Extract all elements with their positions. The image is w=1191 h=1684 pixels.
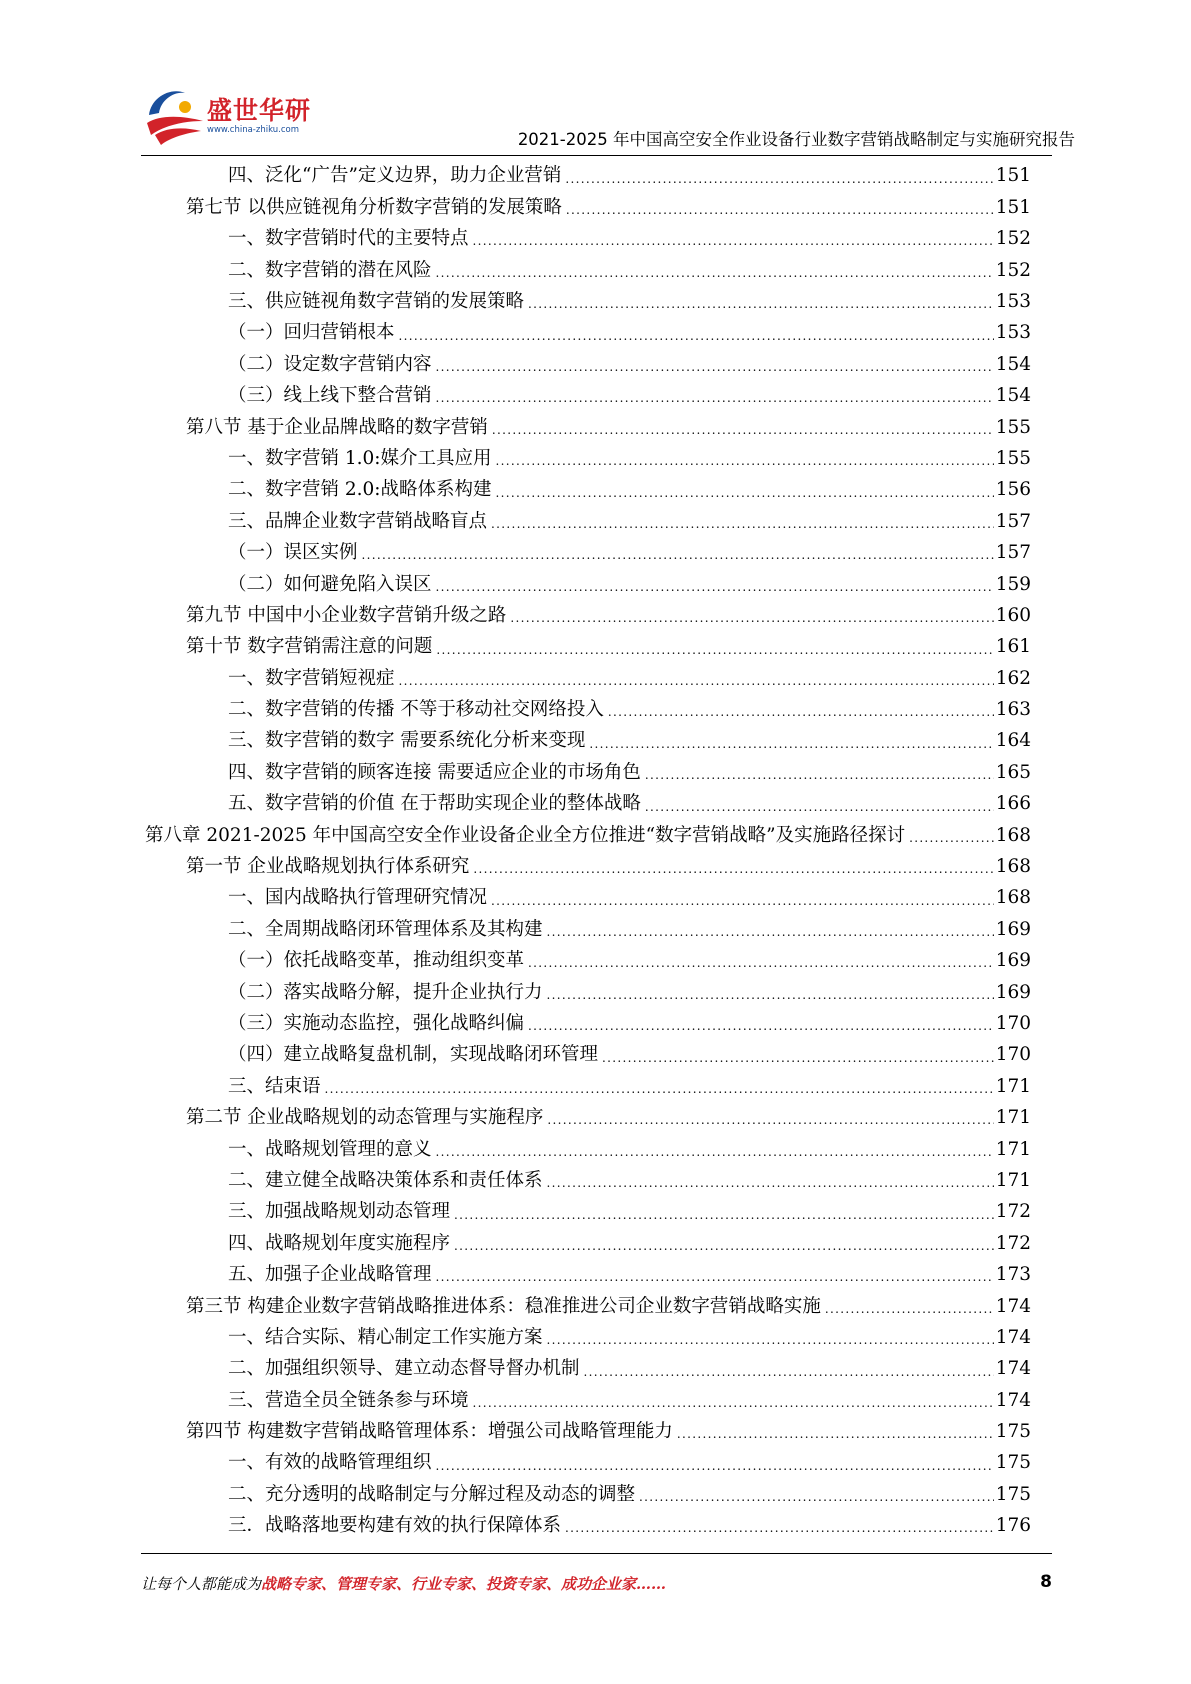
toc-dot-leader: [547, 1114, 993, 1126]
toc-dot-leader: [436, 361, 994, 373]
toc-dot-leader: [325, 1083, 994, 1095]
toc-dot-leader: [436, 644, 993, 656]
toc-entry-title: 四、战略规划年度实施程序: [228, 1232, 451, 1254]
company-logo: [141, 85, 311, 151]
toc-entry-title: 二、全周期战略闭环管理体系及其构建: [228, 918, 543, 940]
toc-dot-leader: [473, 1397, 994, 1409]
toc-entry-page: 153: [995, 291, 1031, 312]
toc-dot-leader: [565, 1522, 994, 1534]
footer-prefix: 让每个人都能成为: [141, 1575, 262, 1593]
report-title: 2021-2025 年中国高空安全作业设备行业数字营销战略制定与实施研究报告: [517, 130, 1075, 149]
toc-entry-page: 174: [995, 1295, 1031, 1317]
toc-dot-leader: [492, 424, 994, 436]
toc-entry-page: 169: [995, 950, 1031, 972]
toc-entry-page: 155: [995, 416, 1031, 438]
toc-dot-leader: [645, 769, 994, 781]
toc-dot-leader: [602, 1052, 994, 1064]
toc-dot-leader: [496, 455, 994, 467]
toc-entry-page: 163: [995, 699, 1031, 721]
toc-entry[interactable]: [0, 1260, 1191, 1291]
toc-dot-leader: [436, 1146, 994, 1158]
toc-entry-page: 175: [995, 1483, 1031, 1505]
toc-entry[interactable]: [0, 1448, 1191, 1479]
toc-entry-page: 172: [995, 1201, 1031, 1223]
toc-entry-title: 二、数字营销的潜在风险: [228, 259, 432, 281]
toc-entry-page: 171: [995, 1075, 1031, 1097]
toc-dot-leader: [528, 1020, 994, 1032]
toc-entry-page: 154: [995, 353, 1031, 375]
toc-dot-leader: [547, 926, 994, 938]
toc-entry[interactable]: [0, 1040, 1191, 1071]
toc-entry-page: 170: [995, 1044, 1031, 1066]
toc-entry-page: 154: [995, 385, 1031, 407]
toc-dot-leader: [399, 330, 994, 342]
toc-entry-title: 四、数字营销的顾客连接 需要适应企业的市场角色: [228, 761, 641, 783]
toc-entry-title: 一、战略规划管理的意义: [228, 1138, 432, 1160]
toc-entry[interactable]: [0, 381, 1191, 412]
toc-entry[interactable]: [0, 287, 1191, 318]
toc-entry[interactable]: [0, 1291, 1191, 1322]
toc-dot-leader: [436, 392, 994, 404]
toc-dot-leader: [608, 706, 994, 718]
toc-entry-page: 174: [995, 1326, 1031, 1348]
toc-dot-leader: [645, 801, 994, 813]
toc-entry[interactable]: [0, 506, 1191, 537]
toc-entry-title: 第二节 企业战略规划的动态管理与实施程序: [186, 1107, 544, 1129]
toc-entry[interactable]: [0, 349, 1191, 380]
toc-entry-page: 151: [995, 165, 1031, 187]
toc-entry[interactable]: [0, 224, 1191, 255]
toc-dot-leader: [454, 1240, 994, 1252]
toc-dot-leader: [565, 173, 993, 185]
toc-entry-title: 第八章 2021-2025 年中国高空安全作业设备企业全方位推进“数字营销战略”及实施路径探讨: [145, 824, 906, 846]
toc-entry-title: 五、数字营销的价值 在于帮助实现企业的整体战略: [228, 793, 641, 815]
toc-entry-page: 166: [995, 793, 1031, 815]
toc-entry-page: 160: [995, 604, 1031, 626]
toc-entry-page: 151: [995, 196, 1031, 218]
header-divider: [141, 155, 1052, 156]
toc-dot-leader: [584, 1366, 994, 1378]
toc-entry-title: 五、加强子企业战略管理: [228, 1264, 432, 1286]
toc-entry[interactable]: [0, 192, 1191, 223]
toc-dot-leader: [589, 738, 993, 750]
toc-entry-page: 152: [995, 259, 1031, 281]
toc-entry-page: 156: [995, 479, 1031, 501]
toc-entry-title: 第三节 构建企业数字营销战略推进体系：稳准推进公司企业数字营销战略实施: [186, 1295, 821, 1317]
toc-entry-page: 168: [995, 856, 1031, 878]
toc-entry[interactable]: [0, 820, 1191, 851]
toc-entry-title: （三）线上线下整合营销: [228, 385, 432, 407]
footer-highlight: 战略专家、管理专家、行业专家、投资专家、成功企业家……: [261, 1575, 667, 1593]
toc-entry-title: 第九节 中国中小企业数字营销升级之路: [186, 604, 507, 626]
toc-entry[interactable]: [0, 1228, 1191, 1259]
toc-entry-page: 168: [995, 824, 1031, 846]
toc-entry-page: 162: [995, 667, 1031, 689]
toc-entry[interactable]: [0, 444, 1191, 475]
toc-entry-title: （二）设定数字营销内容: [228, 353, 432, 375]
toc-entry-title: （四）建立战略复盘机制，实现战略闭环管理: [228, 1044, 599, 1066]
toc-entry-page: 157: [995, 510, 1031, 532]
toc-entry-title: 一、结合实际、精心制定工作实施方案: [228, 1326, 543, 1348]
toc-entry-title: 一、有效的战略管理组织: [228, 1452, 432, 1474]
toc-dot-leader: [528, 957, 994, 969]
toc-entry-page: 168: [995, 887, 1031, 909]
toc-dot-leader: [547, 989, 994, 1001]
toc-dot-leader: [362, 549, 994, 561]
toc-entry-title: 一、数字营销时代的主要特点: [228, 228, 469, 250]
toc-entry[interactable]: [0, 412, 1191, 443]
toc-entry[interactable]: [0, 318, 1191, 349]
toc-entry-title: 三．战略落地要构建有效的执行保障体系: [228, 1515, 562, 1537]
toc-entry-page: 157: [995, 542, 1031, 564]
toc-entry[interactable]: [0, 1322, 1191, 1353]
toc-entry[interactable]: [0, 1134, 1191, 1165]
toc-entry[interactable]: [0, 632, 1191, 663]
toc-entry-title: 第一节 企业战略规划执行体系研究: [186, 856, 470, 878]
toc-entry-page: 171: [995, 1138, 1031, 1160]
table-of-contents: [0, 161, 1191, 1542]
logo-swoosh-icon: [141, 85, 207, 147]
toc-entry[interactable]: [0, 977, 1191, 1008]
footer-divider: [141, 1553, 1052, 1554]
toc-entry-title: 二、数字营销 2.0:战略体系构建: [228, 479, 492, 501]
toc-entry-page: 174: [995, 1389, 1031, 1411]
toc-entry-title: 二、充分透明的战略制定与分解过程及动态的调整: [228, 1483, 636, 1505]
toc-entry[interactable]: [0, 1354, 1191, 1385]
toc-dot-leader: [566, 204, 994, 216]
toc-entry-title: 二、加强组织领导、建立动态督导督办机制: [228, 1358, 580, 1380]
logo-name: 盛世华研: [207, 96, 312, 125]
toc-entry-page: 152: [995, 228, 1031, 250]
toc-entry-title: 第七节 以供应链视角分析数字营销的发展策略: [186, 196, 562, 218]
toc-dot-leader: [528, 298, 994, 310]
toc-entry-page: 169: [995, 918, 1031, 940]
toc-entry[interactable]: [0, 726, 1191, 757]
toc-entry-title: 三、供应链视角数字营销的发展策略: [228, 291, 525, 312]
page-number: 8: [1040, 1572, 1052, 1592]
toc-entry[interactable]: [0, 475, 1191, 506]
toc-dot-leader: [496, 487, 994, 499]
toc-dot-leader: [473, 235, 994, 247]
toc-dot-leader: [473, 863, 993, 875]
toc-entry-page: 171: [995, 1169, 1031, 1191]
toc-entry[interactable]: [0, 1417, 1191, 1448]
toc-entry[interactable]: [0, 789, 1191, 820]
toc-entry[interactable]: [0, 1511, 1191, 1542]
toc-entry-page: 175: [995, 1421, 1031, 1443]
toc-entry-page: 153: [995, 322, 1031, 344]
toc-dot-leader: [436, 267, 994, 279]
footer-slogan: [141, 1573, 666, 1594]
toc-dot-leader: [491, 895, 994, 907]
toc-entry[interactable]: [0, 1385, 1191, 1416]
toc-dot-leader: [547, 1177, 994, 1189]
toc-entry-title: 一、数字营销短视症: [228, 667, 395, 689]
toc-entry[interactable]: [0, 1071, 1191, 1102]
toc-entry[interactable]: [0, 695, 1191, 726]
toc-entry-page: 169: [995, 981, 1031, 1003]
toc-entry-title: 三、数字营销的数字 需要系统化分析来变现: [228, 730, 586, 752]
toc-entry-page: 159: [995, 573, 1031, 595]
toc-dot-leader: [639, 1491, 994, 1503]
toc-entry-title: 二、数字营销的传播 不等于移动社交网络投入: [228, 699, 604, 721]
toc-entry-page: 174: [995, 1358, 1031, 1380]
toc-entry-title: 一、数字营销 1.0:媒介工具应用: [228, 447, 492, 469]
toc-dot-leader: [491, 518, 994, 530]
toc-entry-title: 一、国内战略执行管理研究情况: [228, 887, 488, 909]
logo-url: www.china-zhiku.com: [207, 125, 299, 135]
toc-dot-leader: [825, 1303, 994, 1315]
toc-entry-page: 176: [995, 1515, 1031, 1537]
toc-dot-leader: [510, 612, 993, 624]
toc-entry[interactable]: [0, 914, 1191, 945]
toc-entry-title: 第八节 基于企业品牌战略的数字营销: [186, 416, 488, 438]
toc-dot-leader: [436, 1271, 994, 1283]
toc-entry[interactable]: [0, 1009, 1191, 1040]
toc-entry-title: （二）如何避免陷入误区: [228, 573, 432, 595]
toc-dot-leader: [677, 1428, 994, 1440]
toc-entry[interactable]: [0, 1166, 1191, 1197]
toc-entry-page: 161: [995, 636, 1031, 658]
toc-entry-title: 四、泛化“广告”定义边界，助力企业营销: [228, 165, 562, 187]
toc-entry-page: 170: [995, 1012, 1031, 1034]
toc-entry[interactable]: [0, 1103, 1191, 1134]
toc-entry-title: 三、品牌企业数字营销战略盲点: [228, 510, 488, 532]
toc-entry-title: 第十节 数字营销需注意的问题: [186, 636, 433, 658]
toc-entry[interactable]: [0, 1197, 1191, 1228]
toc-entry-title: 第四节 构建数字营销战略管理体系：增强公司战略管理能力: [186, 1421, 673, 1443]
toc-entry-page: 175: [995, 1452, 1031, 1474]
toc-entry-title: 三、结束语: [228, 1075, 321, 1097]
toc-entry-title: 三、加强战略规划动态管理: [228, 1201, 451, 1223]
toc-entry-title: （二）落实战略分解，提升企业执行力: [228, 981, 543, 1003]
toc-entry-title: 三、营造全员全链条参与环境: [228, 1389, 469, 1411]
toc-entry[interactable]: [0, 757, 1191, 788]
toc-entry-page: 165: [995, 761, 1031, 783]
toc-entry-title: （一）依托战略变革，推动组织变革: [228, 950, 525, 972]
toc-entry[interactable]: [0, 161, 1191, 192]
toc-dot-leader: [547, 1334, 994, 1346]
toc-entry[interactable]: [0, 255, 1191, 286]
toc-entry-page: 171: [995, 1107, 1031, 1129]
toc-entry-page: 164: [995, 730, 1031, 752]
toc-entry[interactable]: [0, 883, 1191, 914]
toc-entry[interactable]: [0, 600, 1191, 631]
toc-dot-leader: [436, 1460, 994, 1472]
toc-entry[interactable]: [0, 569, 1191, 600]
toc-entry-page: 173: [995, 1264, 1031, 1286]
toc-entry-title: （一）回归营销根本: [228, 322, 395, 344]
toc-entry[interactable]: [0, 538, 1191, 569]
toc-entry[interactable]: [0, 852, 1191, 883]
toc-entry-title: （三）实施动态监控，强化战略纠偏: [228, 1012, 525, 1034]
toc-entry-page: 155: [995, 447, 1031, 469]
toc-entry[interactable]: [0, 1479, 1191, 1510]
toc-entry-title: （一）误区实例: [228, 542, 358, 564]
toc-dot-leader: [399, 675, 994, 687]
toc-entry[interactable]: [0, 946, 1191, 977]
toc-entry[interactable]: [0, 663, 1191, 694]
toc-dot-leader: [436, 581, 994, 593]
toc-dot-leader: [909, 832, 994, 844]
toc-entry-title: 二、建立健全战略决策体系和责任体系: [228, 1169, 543, 1191]
page-header: [0, 0, 1191, 160]
toc-dot-leader: [454, 1209, 994, 1221]
toc-entry-page: 172: [995, 1232, 1031, 1254]
